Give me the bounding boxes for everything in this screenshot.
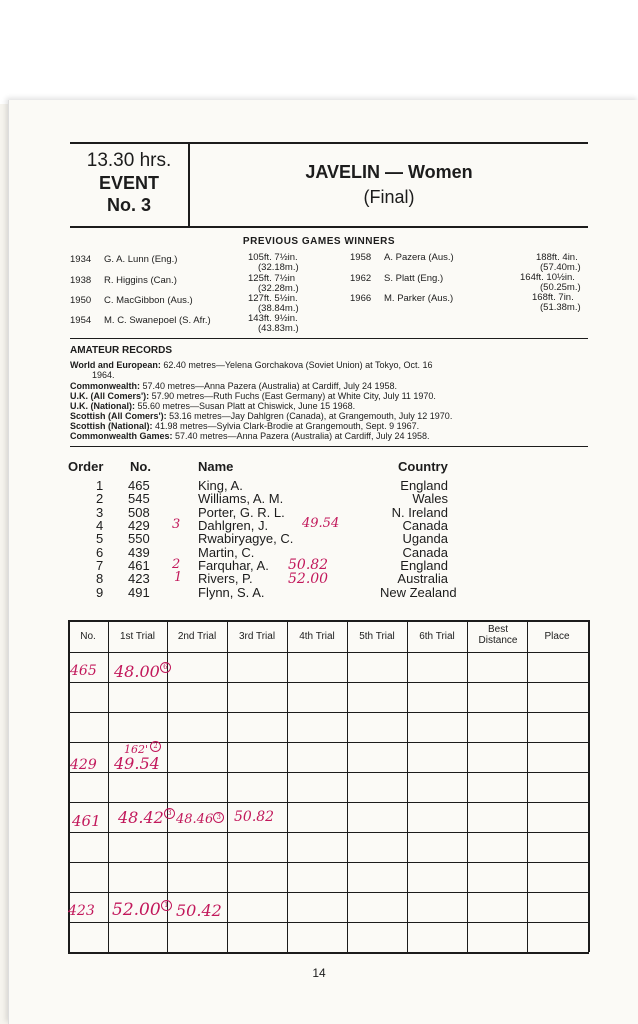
grid-column-line [227,620,228,952]
entry-order: 5 [96,531,104,546]
winner-metric: (51.38m.) [540,302,581,313]
entry-order: 2 [96,491,104,506]
winner-name: C. MacGibbon (Aus.) [104,295,193,306]
entry-order: 8 [96,571,104,586]
hw-row7-trial2-mark: 3 [213,812,224,823]
winner-year: 1938 [70,275,92,286]
name-header: Name [198,459,234,474]
background-top [0,0,638,104]
grid-row-line [68,862,589,863]
winner-metric: (43.83m.) [258,323,299,334]
entry-number: 508 [128,505,150,520]
grid-row-line [68,652,589,653]
record-line [70,391,436,402]
entry-name: Martin, C. [198,545,255,560]
event-label: EVENT [98,173,159,193]
record-label: U.K. (National): [70,401,135,411]
winner-metric: (32.28m.) [258,283,299,294]
grid-row-line [68,682,589,683]
winner-name: M. C. Swanepoel (S. Afr.) [104,315,211,326]
winner-year: 1934 [70,254,92,265]
record-text: 57.90 metres—Ruth Fuchs (East Germany) at White City, July 11 1970. [149,391,436,401]
winner-imperial: 164ft. 10½in. [520,272,575,283]
event-number: No. 3 [106,195,151,215]
grid-column-line [287,620,288,952]
winner-metric: (57.40m.) [540,262,581,273]
hw-row1-trial1: 48.00 6 [114,662,171,681]
entry-number: 545 [128,491,150,506]
winner-name: G. A. Lunn (Eng.) [104,254,178,265]
winner-year: 1962 [350,273,372,284]
hw-row4-number: 429 [70,757,97,773]
entry-result: 52.00 [288,571,329,587]
entry-country: Wales [412,491,448,506]
grid-column-line [527,620,528,952]
grid-column-line [347,620,348,952]
winners-divider [70,338,588,339]
winner-metric: (38.84m.) [258,303,299,314]
entry-name: Rivers, P. [198,571,253,586]
winner-metric: (32.18m.) [258,262,299,273]
grid-row-line [68,952,589,954]
entry-result: 49.54 [302,516,340,531]
hw-row1-trial1-mark: 6 [160,662,171,673]
record-line [70,431,430,442]
col-header-trial-1: 1st Trial [119,631,155,642]
hw-row7-trial2: 48.46 3 [176,812,224,827]
hw-row10-trial2: 50.42 [176,901,222,920]
winner-name: R. Higgins (Can.) [104,275,177,286]
entry-country: N. Ireland [391,505,448,520]
event-subtitle: (Final) [363,187,415,207]
page-number: 14 [312,966,326,980]
entry-number: 461 [128,558,150,573]
col-header-trial-5: 5th Trial [359,631,395,642]
record-line [92,370,115,381]
grid-column-line [588,620,590,952]
record-text: 55.60 metres—Susan Platt at Chiswick, June 15 1968. [135,401,356,411]
entry-name: Dahlgren, J. [198,518,269,533]
record-label: World and European: [70,360,161,370]
col-header-no: No. [80,631,96,642]
record-text: 1964. [92,370,115,380]
record-text: 57.40 metres—Anna Pazera (Australia) at Cardiff, July 24 1958. [140,381,397,391]
entry-order: 1 [96,478,104,493]
grid-row-line [68,832,589,833]
event-title-box [190,144,588,226]
winner-imperial: 125ft. 7½in [248,273,296,284]
winner-name: S. Platt (Eng.) [384,273,444,284]
entry-name: Williams, A. M. [198,491,284,506]
col-header-place: Place [544,631,570,642]
entry-number: 439 [128,545,150,560]
hw-row10-number: 423 [68,903,95,919]
hw-row7-number: 461 [72,812,101,830]
entry-order: 9 [96,585,104,600]
entry-country: England [400,478,448,493]
entry-country: England [400,558,448,573]
entry-order: 6 [96,545,104,560]
entry-name: Flynn, S. A. [198,585,265,600]
record-label: Commonwealth: [70,381,141,391]
entry-number: 465 [128,478,150,493]
number-header: No. [130,459,151,474]
winner-imperial: 127ft. 5½in. [248,293,298,304]
winner-year: 1958 [350,252,372,263]
record-label: Scottish (National): [70,421,153,431]
record-text: 62.40 metres—Yelena Gorchakova (Soviet Union) at Tokyo, Oct. 16 [160,360,433,370]
entry-number: 491 [128,585,150,600]
grid-row-line [68,712,589,713]
entry-country: Canada [402,545,448,560]
entry-name: Farquhar, A. [198,558,269,573]
event-info-box [70,144,190,226]
record-line [70,381,397,392]
grid-row-line [68,802,589,803]
header-bottom-rule [70,226,588,228]
entry-name: Porter, G. R. L. [198,505,285,520]
hw-row7-trial1-mark: 3 [164,808,175,819]
winner-imperial: 143ft. 9½in. [248,313,298,324]
event-time: 13.30 hrs. [86,150,172,171]
winner-imperial: 105ft. 7½in. [248,252,298,263]
entry-name: Rwabiryagye, C. [198,531,294,546]
record-label: Scottish (All Comers'): [70,411,167,421]
entry-order: 3 [96,505,104,520]
hw-row7-trial1: 48.42 3 [118,808,175,827]
hw-row4-trial1: 49.54 [114,754,160,773]
record-text: 41.98 metres—Sylvia Clark-Brodie at Grangemouth, Sept. 9 1967. [152,421,420,431]
grid-column-line [407,620,408,952]
entry-order: 4 [96,518,104,533]
previous-winners-title: PREVIOUS GAMES WINNERS [242,236,396,247]
entry-number: 429 [128,518,150,533]
order-header: Order [68,459,104,474]
entry-country: New Zealand [380,585,457,600]
col-header-trial-4: 4th Trial [299,631,335,642]
hw-row7-trial3: 50.82 [234,809,275,825]
winner-imperial: 188ft. 4in. [536,252,578,263]
hw-row10-trial1-mark: 1 [161,900,172,911]
record-line [70,421,419,432]
winner-metric: (50.25m.) [540,282,581,293]
entry-country: Canada [402,518,448,533]
entry-place: 2 [172,557,181,572]
col-header-trial-2: 2nd Trial [177,631,217,642]
entry-result: 50.82 [288,557,329,573]
hw-row4-trial1-mark: 2 [150,741,161,752]
grid-column-line [108,620,109,952]
country-header: Country [398,459,448,474]
event-title: JAVELIN — Women [305,162,473,182]
entry-name: King, A. [198,478,243,493]
hw-row1-number: 465 [70,663,97,679]
record-label: U.K. (All Comers'): [70,391,150,401]
entry-place: 1 [174,570,183,585]
col-header-best-distance: Best Distance [478,624,518,646]
record-label: Commonwealth Games: [70,431,173,441]
entry-number: 423 [128,571,150,586]
entry-place: 3 [172,517,181,532]
records-divider [70,446,588,447]
record-text: 53.16 metres—Jay Dahlgren (Canada), at Grangemouth, July 12 1970. [166,411,453,421]
grid-row-line [68,922,589,923]
winner-imperial: 168ft. 7in. [532,292,574,303]
winner-year: 1950 [70,295,92,306]
records-title: AMATEUR RECORDS [70,345,173,356]
entry-order: 7 [96,558,104,573]
winner-name: A. Pazera (Aus.) [384,252,454,263]
col-header-trial-3: 3rd Trial [238,631,276,642]
record-line [70,411,452,422]
winner-year: 1954 [70,315,92,326]
record-text: 57.40 metres—Anna Pazera (Australia) at Cardiff, July 24 1958. [172,431,430,441]
grid-row-line [68,620,589,622]
hw-row4-note: 162' [124,743,149,756]
grid-column-line [467,620,468,952]
record-line [70,401,355,412]
record-line [70,360,433,371]
grid-row-line [68,892,589,893]
entry-country: Australia [397,571,448,586]
entry-country: Uganda [402,531,448,546]
col-header-trial-6: 6th Trial [419,631,455,642]
entry-number: 550 [128,531,150,546]
winner-year: 1966 [350,293,372,304]
hw-row10-trial1: 52.00 1 [112,900,172,920]
winner-name: M. Parker (Aus.) [384,293,454,304]
